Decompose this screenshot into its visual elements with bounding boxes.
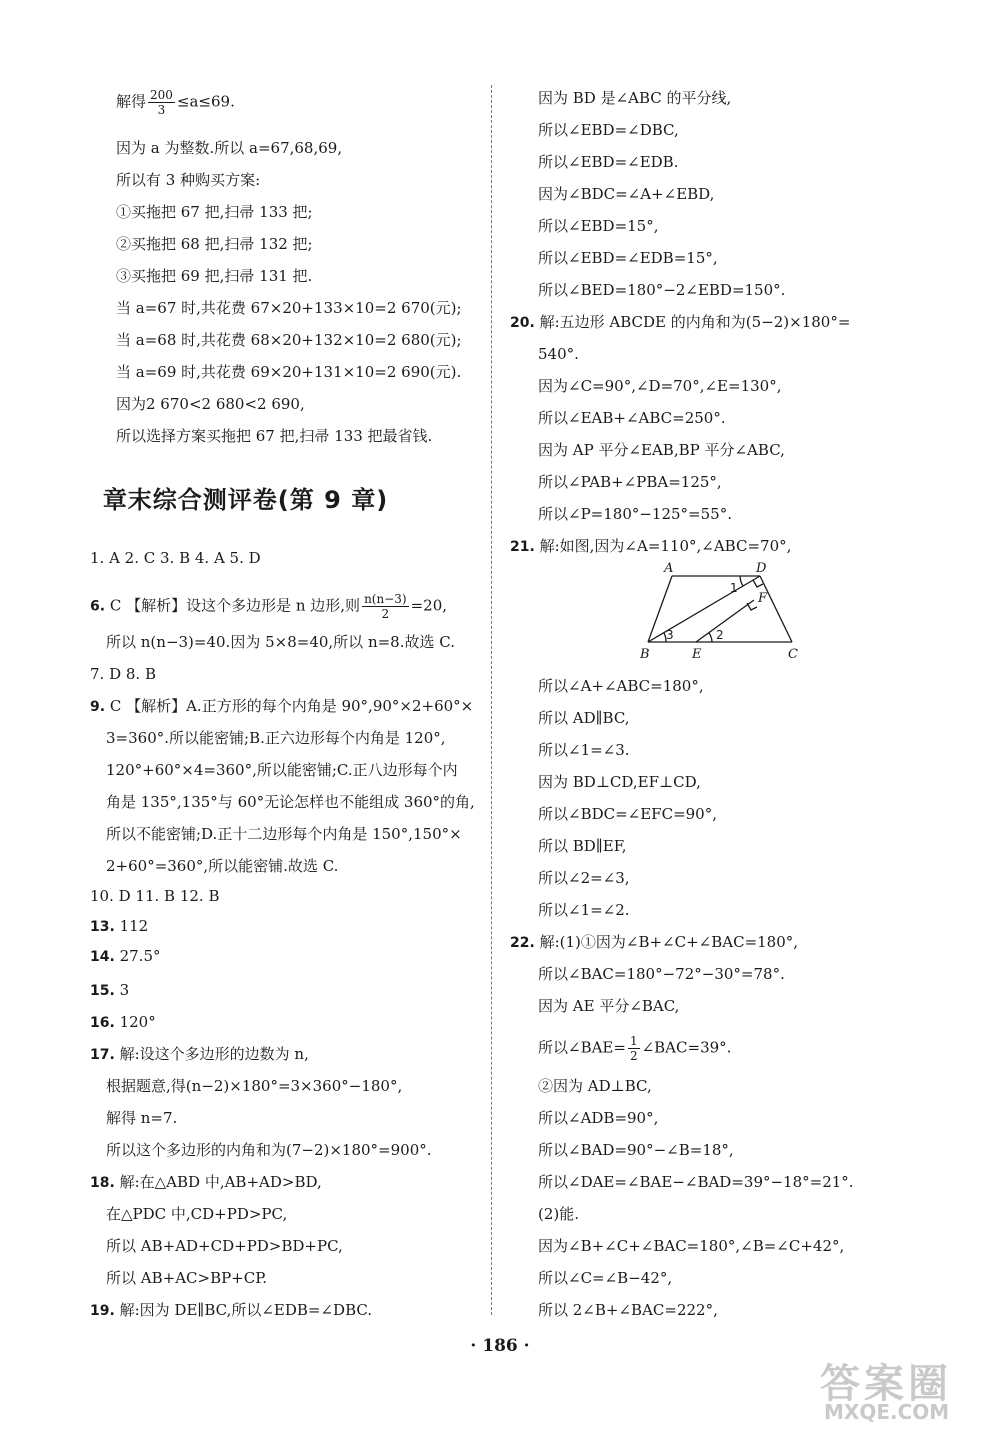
text-line: 在△PDC 中,CD+PD>PC,	[106, 1205, 288, 1223]
text-line: 所以 2∠B+∠BAC=222°,	[538, 1301, 718, 1319]
text-line: 所以∠C=∠B−42°,	[538, 1269, 673, 1287]
angle-label-1: 1	[730, 581, 738, 595]
answer-20: 20. 解:五边形 ABCDE 的内角和为(5−2)×180°=	[510, 313, 851, 331]
text-line: 所以∠1=∠3.	[538, 741, 630, 759]
text-line: 因为 BD⊥CD,EF⊥CD,	[538, 773, 701, 791]
segment-bd	[648, 576, 760, 642]
text-line: 所以∠BAD=90°−∠B=18°,	[538, 1141, 734, 1159]
text-line: 因为∠C=90°,∠D=70°,∠E=130°,	[538, 377, 782, 395]
answer-9: 9. C 【解析】A.正方形的每个内角是 90°,90°×2+60°×	[90, 697, 474, 715]
label-b: B	[640, 647, 650, 662]
text-line: 当 a=68 时,共花费 68×20+132×10=2 680(元);	[116, 331, 462, 349]
text-line: 所以∠EBD=∠EDB=15°,	[538, 249, 718, 267]
fraction: $\frac{200}{3}$	[150, 88, 173, 117]
text-line: 所以 n(n−3)=40.因为 5×8=40,所以 n=8.故选 C.	[106, 633, 455, 651]
text-line: 因为2 670<2 680<2 690,	[116, 395, 305, 413]
watermark-logo: 答案圈 MXQE.COM	[820, 1361, 952, 1424]
text-line: ②买拖把 68 把,扫帚 132 把;	[116, 235, 313, 253]
text-line: 所以 AB+AD+CD+PD>BD+PC,	[106, 1237, 343, 1255]
text-line: 所以选择方案买拖把 67 把,扫帚 133 把最省钱.	[116, 427, 433, 445]
text-line-fraction: 所以∠BAE= $\frac{1}{2}$ ∠BAC=39°.	[538, 1034, 732, 1063]
fraction: $\frac{n(n-3)}{2}$	[364, 592, 407, 621]
text-line: 所以∠2=∠3,	[538, 869, 630, 887]
text-line: ②因为 AD⊥BC,	[538, 1077, 652, 1095]
label-c: C	[788, 647, 798, 662]
text-line: 所以∠BED=180°−2∠EBD=150°.	[538, 281, 786, 299]
text-line: 当 a=69 时,共花费 69×20+131×10=2 690(元).	[116, 363, 462, 381]
segment-ef	[696, 600, 754, 642]
text-line: ①买拖把 67 把,扫帚 133 把;	[116, 203, 313, 221]
answers-1-5: 1. A 2. C 3. B 4. A 5. D	[90, 549, 261, 567]
text-line: 540°.	[538, 345, 579, 363]
text-line: 所以∠EAB+∠ABC=250°.	[538, 409, 726, 427]
text-line: 所以∠P=180°−125°=55°.	[538, 505, 732, 523]
text-line: 所以∠EBD=∠DBC,	[538, 121, 679, 139]
section-title: 章末综合测评卷(第 9 章)	[102, 486, 389, 514]
text-line: 2+60°=360°,所以能密铺.故选 C.	[106, 857, 339, 875]
text-line: 因为∠BDC=∠A+∠EBD,	[538, 185, 715, 203]
text-line: 所以∠BDC=∠EFC=90°,	[538, 805, 717, 823]
angle-label-2: 2	[716, 628, 724, 642]
text-line: 120°+60°×4=360°,所以能密铺;C.正八边形每个内	[106, 761, 458, 779]
label-a: A	[664, 561, 674, 576]
text-line: 因为 AP 平分∠EAB,BP 平分∠ABC,	[538, 441, 785, 459]
text-line: 所以∠EBD=∠EDB.	[538, 153, 679, 171]
text-line: 因为∠B+∠C+∠BAC=180°,∠B=∠C+42°,	[538, 1237, 845, 1255]
answer-19: 19. 解:因为 DE∥BC,所以∠EDB=∠DBC.	[90, 1301, 373, 1319]
answer-14: 14. 27.5°	[90, 947, 161, 965]
text-line: 所以∠ADB=90°,	[538, 1109, 659, 1127]
answer-6: 6. C 【解析】设这个多边形是 n 边形,则 $\frac{n(n-3)}{2}$ =20,	[90, 592, 448, 621]
text-line: 所以不能密铺;D.正十二边形每个内角是 150°,150°×	[106, 825, 462, 843]
line-solve-a-range: 解得 $\frac{200}{3}$ ≤a≤69.	[116, 88, 235, 117]
text-line: 所以∠DAE=∠BAE−∠BAD=39°−18°=21°.	[538, 1173, 854, 1191]
geometry-figure	[636, 560, 806, 664]
text-line: 因为 BD 是∠ABC 的平分线,	[538, 89, 732, 107]
angle-arc-1	[740, 576, 743, 586]
text-line: 当 a=67 时,共花费 67×20+133×10=2 670(元);	[116, 299, 462, 317]
text-line: 所以 BD∥EF,	[538, 837, 627, 855]
text-line: ③买拖把 69 把,扫帚 131 把.	[116, 267, 313, 285]
right-angle-mark-d	[753, 580, 763, 587]
segment-dc	[760, 576, 792, 642]
answer-15: 15. 3	[90, 981, 130, 999]
answers-7-8: 7. D 8. B	[90, 665, 156, 683]
text-line: 所以∠1=∠2.	[538, 901, 630, 919]
text-line: 所以∠BAC=180°−72°−30°=78°.	[538, 965, 785, 983]
text-line: 根据题意,得(n−2)×180°=3×360°−180°,	[106, 1077, 403, 1095]
text-line: 所以∠A+∠ABC=180°,	[538, 677, 704, 695]
answer-17: 17. 解:设这个多边形的边数为 n,	[90, 1045, 309, 1063]
label-f: F	[758, 591, 768, 606]
answer-16: 16. 120°	[90, 1013, 156, 1031]
text-line: 因为 a 为整数.所以 a=67,68,69,	[116, 139, 343, 157]
answer-21: 21. 解:如图,因为∠A=110°,∠ABC=70°,	[510, 537, 792, 555]
text-line: 3=360°.所以能密铺;B.正六边形每个内角是 120°,	[106, 729, 446, 747]
answer-22: 22. 解:(1)①因为∠B+∠C+∠BAC=180°,	[510, 933, 799, 951]
text-line: 解得 n=7.	[106, 1109, 178, 1127]
answer-18: 18. 解:在△ABD 中,AB+AD>BD,	[90, 1173, 322, 1191]
fraction: $\frac{1}{2}$	[629, 1034, 638, 1063]
text-line: 角是 135°,135°与 60°无论怎样也不能组成 360°的角,	[106, 793, 475, 811]
text-line: 所以∠PAB+∠PBA=125°,	[538, 473, 722, 491]
text-line: (2)能.	[538, 1205, 580, 1223]
angle-arc-2	[709, 633, 712, 642]
text-line: 所以 AB+AC>BP+CP.	[106, 1269, 268, 1287]
label-d: D	[756, 561, 767, 576]
label-e: E	[692, 647, 702, 662]
text-line: 所以这个多边形的内角和为(7−2)×180°=900°.	[106, 1141, 432, 1159]
column-divider	[491, 85, 492, 1315]
text-line: 所以有 3 种购买方案:	[116, 171, 261, 189]
text-line: 因为 AE 平分∠BAC,	[538, 997, 680, 1015]
page-number: · 186 ·	[470, 1336, 530, 1356]
answer-13: 13. 112	[90, 917, 149, 935]
angle-label-3: 3	[666, 628, 674, 642]
text-line: 所以∠EBD=15°,	[538, 217, 659, 235]
text-line: 所以 AD∥BC,	[538, 709, 630, 727]
answers-10-12: 10. D 11. B 12. B	[90, 887, 220, 905]
